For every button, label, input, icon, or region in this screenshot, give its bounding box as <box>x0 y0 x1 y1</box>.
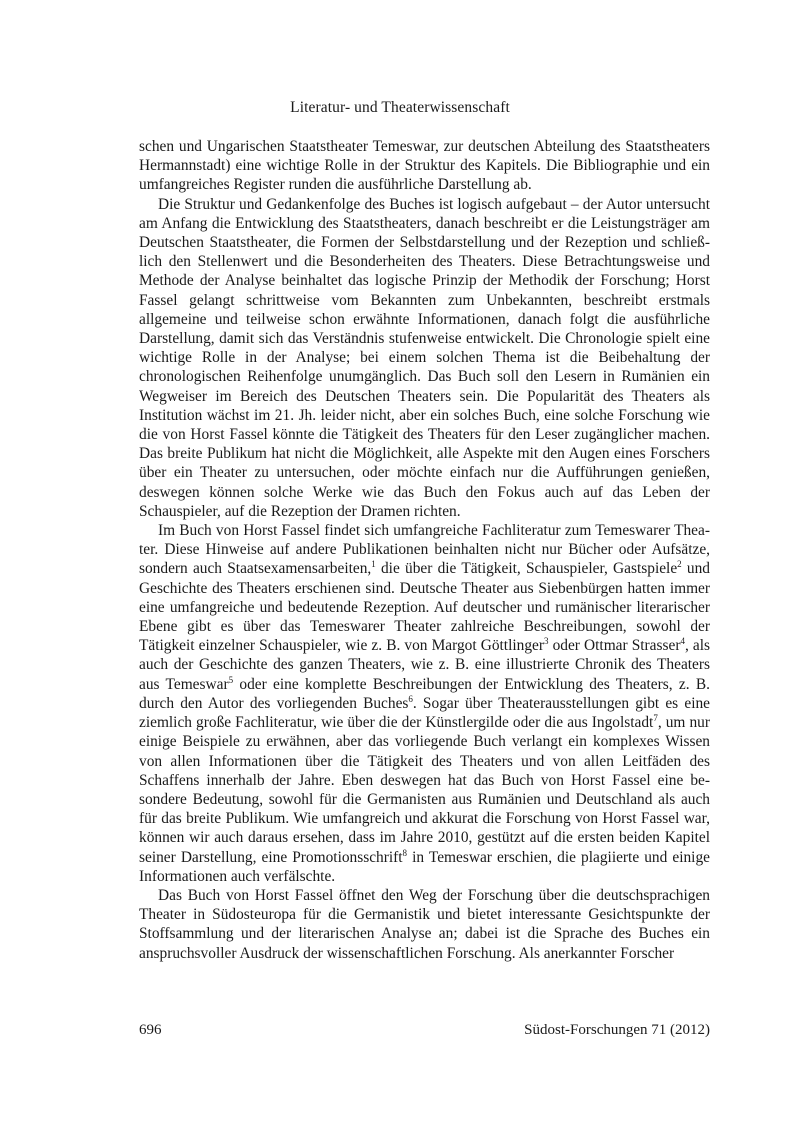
footnote-marker: 1 <box>371 559 376 570</box>
paragraph-text: , als auch der Geschichte des ganzen Theaters, wie z. B. eine illustrierte Chronik des Theaters aus Temeswar <box>139 637 710 693</box>
footnote-marker: 7 <box>653 712 658 723</box>
paragraph-text: Das Buch von Horst Fassel öffnet den Weg der Forschung über die deutschsprachigen Theater in Südosteuropa für die Germanistik und bietet interessante Gesichtspunkte der Stoffsammlung und der literarischen Analyse an; dabei ist die Sprache des Buches ein anspruchsvoller Ausdruck der wissenschaftlichen Forschung. Als anerkannter Forscher <box>139 886 710 962</box>
paragraph-text: Im Buch von Horst Fassel findet sich umfangreiche Fachliteratur zum Temeswarer Theater. Diese Hinweise auf andere Publikationen beinhalten nicht nur Bücher oder Aufsätze, sondern auch Staatsexamensarbeiten, <box>139 522 710 578</box>
paragraph-text: die über die Tätigkeit, Schauspieler, Gastspiele <box>375 560 678 578</box>
paragraph-text: und Geschichte des Theaters erschienen sind. Deutsche Theater aus Siebenbürgen hatten immer eine umfangreiche und bedeutende Rezeption. Auf deutscher und rumänischer literarischer Ebene gibt es über das Temeswarer Theater zahlreiche Beschreibungen, sowohl der Tätigkeit einzelner Schauspieler, wie z. B. von Margot Göttlinger <box>139 560 710 655</box>
paragraph-text: , um nur einige Beispiele zu erwähnen, aber das vorliegende Buch verlangt ein komplexes Wissen von allen Informationen über die Tätigkeit des Theaters und von allen Leitfäden des Schaffens innerhalb der Jahre. Eben deswegen hat das Buch von Horst Fassel eine besondere Bedeutung, sowohl für die Germanisten aus Rumänien und Deutschland als auch für das breite Publikum. Wie umfangreich und akkurat die Forschung von Horst Fassel war, können wir auch daraus ersehen, dass im Jahre 2010, gestützt auf die ersten beiden Kapitel seiner Darstellung, eine Promotionsschrift <box>139 714 710 866</box>
page-number: 696 <box>139 1022 162 1038</box>
paragraph-text: . Sogar über Theaterausstellungen gibt es eine ziemlich große Fachliteratur, wie über die der Künstlergilde oder die aus Ingolstadt <box>139 694 710 732</box>
page-footer <box>139 1022 710 1039</box>
paragraph <box>139 137 710 195</box>
paragraph <box>139 195 710 521</box>
footnote-marker: 2 <box>677 559 682 570</box>
footnote-marker: 3 <box>543 636 549 647</box>
footnote-marker: 4 <box>680 636 685 647</box>
paragraph-text: in Temeswar erschien, die plagiierte und einige Informationen auch verfälschte. <box>139 848 710 885</box>
body-text <box>139 137 710 963</box>
footnote-marker: 5 <box>228 674 234 685</box>
footnote-marker: 8 <box>402 847 408 858</box>
running-head: Literatur- und Theaterwissenschaft <box>290 99 510 116</box>
paragraph-text: oder Ottmar Strasser <box>548 637 681 655</box>
paragraph-text: oder eine komplette Beschreibungen der Entwicklung des Theaters, z. B. durch den Autor des vorliegenden Buches <box>139 675 710 712</box>
journal-citation: Südost-Forschungen 71 (2012) <box>524 1022 710 1038</box>
paragraph <box>139 886 710 963</box>
paragraph-text: schen und Ungarischen Staatstheater Temeswar, zur deutschen Abteilung des Staatstheaters Hermannstadt) eine wichtige Rolle in der Struktur des Kapitels. Die Bibliographie und ein umfangreiches Register runden die ausführliche Darstellung ab. <box>139 138 710 194</box>
paragraph-text: Die Struktur und Gedankenfolge des Buches ist logisch aufgebaut – der Autor untersucht am Anfang die Entwicklung des Staatstheaters, danach beschreibt er die Leistungsträger am Deutschen Staatstheater, die Formen der Selbstdarstellung und der Rezeption und schließlich den Stellenwert und die Besonderheiten des Theaters. Diese Betrachtungsweise und Methode der Analyse beinhaltet das logische Prinzip der Methodik der Forschung; Horst Fassel gelangt schrittweise vom Bekannten zum Unbekannten, beschreibt erstmals allgemeine und teilweise schon erwähnte Informationen, danach folgt die ausführliche Darstellung, damit sich das Verständnis stufenweise entwickelt. Die Chronologie spielt eine wichtige Rolle in der Analyse; bei einem solchen Thema ist die Beibehaltung der chronologischen Reihenfolge unumgänglich. Das Buch soll den Lesern in Rumänien ein Wegweiser im Bereich des Deutschen Theaters sein. Die Popularität des Theaters als Institution wächst im 21. Jh. leider nicht, aber ein solches Buch, eine solche Forschung wie die von Horst Fassel könnte die Tätigkeit des Theaters für den Leser zugänglicher machen. Das breite Publikum hat nicht die Möglichkeit, alle Aspekte mit den Augen eines Forschers über ein Theater zu untersuchen, oder möchte einfach nur die Aufführungen genießen, deswegen können solche Werke wie das Buch den Fokus auch auf das Leben der Schauspieler, auf die Rezeption der Dramen richten. <box>139 195 710 520</box>
paragraph <box>139 521 710 886</box>
footnote-marker: 6 <box>408 693 413 704</box>
